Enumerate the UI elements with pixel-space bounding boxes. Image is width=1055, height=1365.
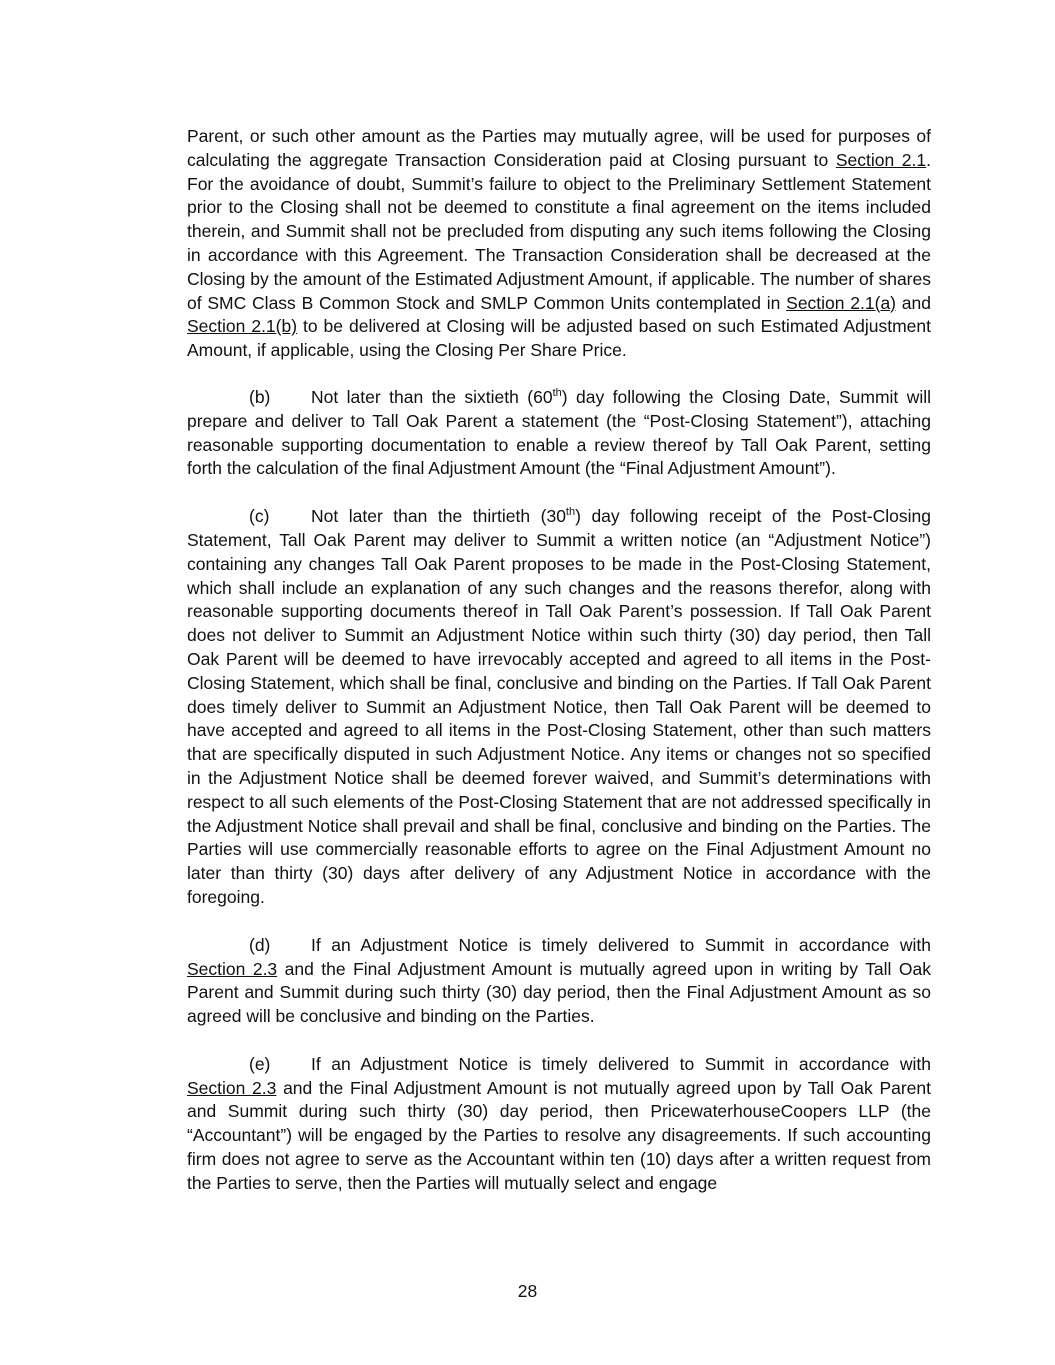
section-reference: Section 2.1(a) [786,292,897,313]
page-number: 28 [517,1281,538,1301]
paragraph-label: (c) [249,506,270,527]
paragraph-b [187,386,931,481]
paragraph-text: to be delivered at Closing will be adjusted based on such Estimated Adjustment Amount, if applicable, using the Closing Per Share Price. [187,316,931,361]
page-body [187,125,931,1220]
paragraph-label: (b) [249,386,271,407]
ordinal-suffix: th [565,506,576,519]
paragraph-text: . For the avoidance of doubt, Summit’s failure to object to the Preliminary Settlement Statement prior to the Closing shall not be deemed to constitute a final agreement on the items included therein, and Summit shall not be precluded from disputing any such items following the Closing in accordance with this Agreement. The Transaction Consideration shall be decreased at the Closing by the amount of the Estimated Adjustment Amount, if applicable. The number of shares of SMC Class B Common Stock and SMLP Common Units contemplated in [187,149,931,313]
section-reference: Section 2.3 [187,1077,277,1098]
paragraph-e [187,1053,931,1196]
paragraph-text: Not later than the thirtieth (30 [311,506,566,527]
paragraph-text: Parent, or such other amount as the Parties may mutually agree, will be used for purposes of calculating the aggregate Transaction Consideration paid at Closing pursuant to [187,126,931,170]
paragraph-text: If an Adjustment Notice is timely delivered to Summit in accordance with [311,934,931,955]
paragraph-text: ) day following receipt of the Post-Closing Statement, Tall Oak Parent may deliver to Summit a written notice (an “Adjustment Notice”) containing any changes Tall Oak Parent proposes to be made in the Post-Closing Statement, which shall include an explanation of any such changes and the reasons therefor, along with reasonable supporting documents thereof in Tall Oak Parent’s possession. If Tall Oak Parent does not deliver to Summit an Adjustment Notice within such thirty (30) day period, then Tall Oak Parent will be deemed to have irrevocably accepted and agreed to all items in the Post-Closing Statement, which shall be final, conclusive and binding on the Parties. If Tall Oak Parent does timely deliver to Summit an Adjustment Notice, then Tall Oak Parent will be deemed to have accepted and agreed to all items in the Post-Closing Statement, other than such matters that are specifically disputed in such Adjustment Notice. Any items or changes not so specified in the Adjustment Notice shall be deemed forever waived, and Summit’s determinations with respect to all such elements of the Post-Closing Statement that are not addressed specifically in the Adjustment Notice shall prevail and shall be final, conclusive and binding on the Parties. The Parties will use commercially reasonable efforts to agree on the Final Adjustment Amount no later than thirty (30) days after delivery of any Adjustment Notice in accordance with the foregoing. [187,506,931,907]
paragraph-label: (d) [249,934,271,955]
paragraph-d [187,934,931,1029]
paragraph-text: and [896,292,931,313]
paragraph-label: (e) [249,1053,271,1074]
paragraph-text: and the Final Adjustment Amount is not mutually agreed upon by Tall Oak Parent and Summit during such thirty (30) day period, then PricewaterhouseCoopers LLP (the “Accountant”) will be engaged by the Parties to resolve any disagreements. If such accounting firm does not agree to serve as the Accountant within ten (10) days after a written request from the Parties to serve, then the Parties will mutually select and engage [187,1077,932,1193]
paragraph-text: Not later than the sixtieth (60 [311,386,553,407]
section-reference: Section 2.1(b) [187,316,298,337]
paragraph-intro [187,125,931,363]
paragraph-text: If an Adjustment Notice is timely delivered to Summit in accordance with [311,1053,931,1074]
paragraph-text: and the Final Adjustment Amount is mutually agreed upon in writing by Tall Oak Parent and Summit during such thirty (30) day period, then the Final Adjustment Amount as so agreed will be conclusive and binding on the Parties. [187,958,931,1027]
ordinal-suffix: th [552,387,562,400]
section-reference: Section 2.1 [835,149,927,170]
paragraph-text: ) day following the Closing Date, Summit will prepare and deliver to Tall Oak Parent a statement (the “Post-Closing Statement”), attaching reasonable supporting documentation to enable a review thereof by Tall Oak Parent, setting forth the calculation of the final Adjustment Amount (the “Final Adjustment Amount”). [187,386,931,479]
section-reference: Section 2.3 [187,958,278,979]
paragraph-c [187,505,931,910]
